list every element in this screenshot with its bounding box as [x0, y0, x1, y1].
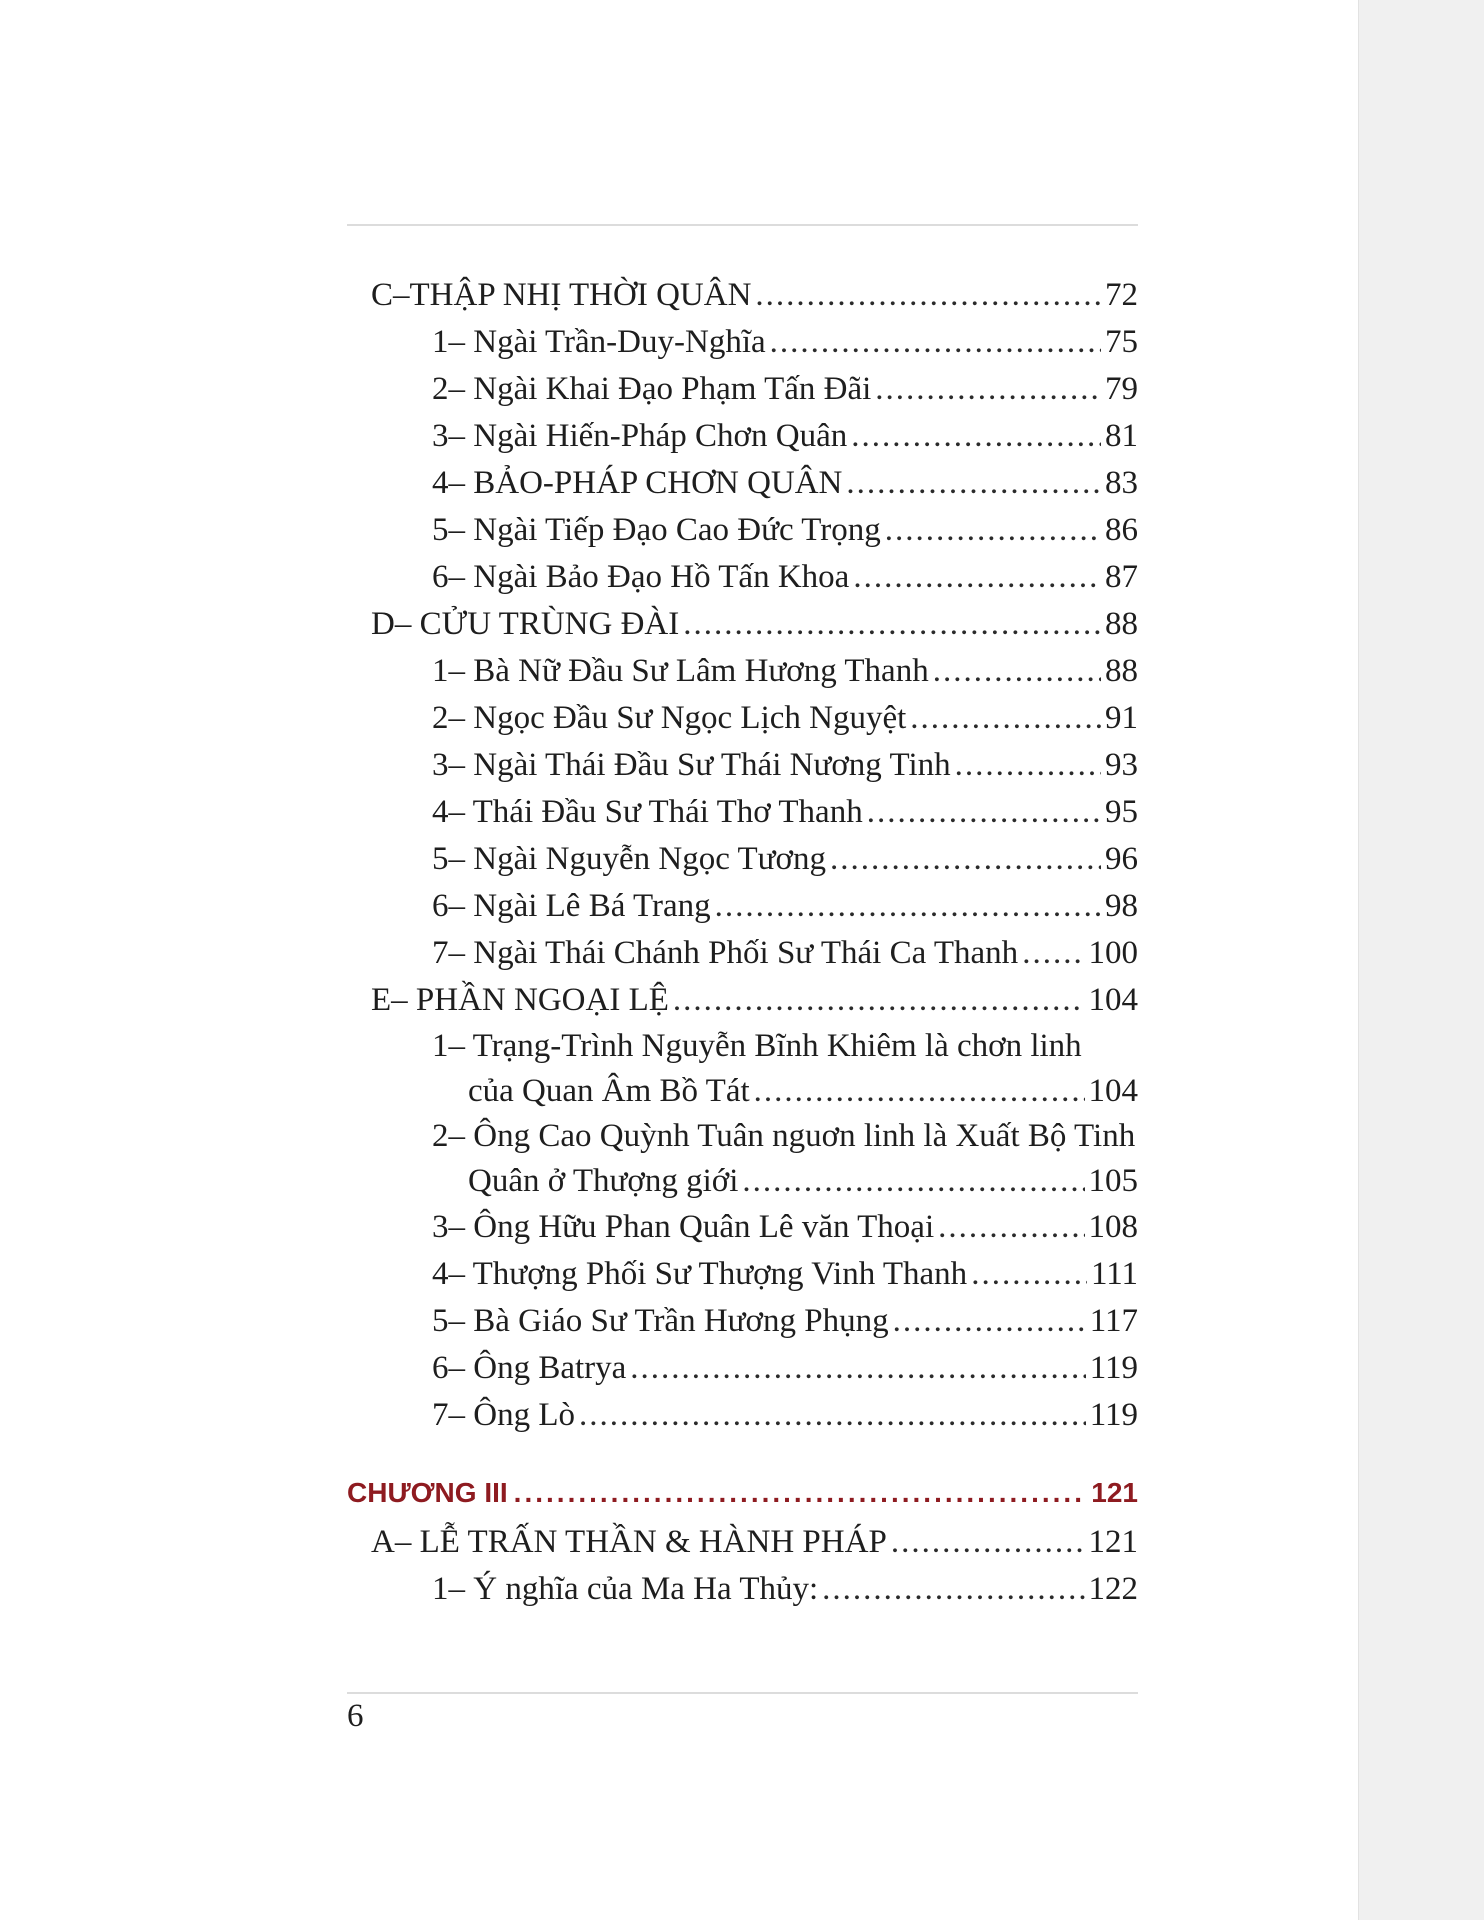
toc-item[interactable] — [347, 460, 1138, 507]
toc-item[interactable] — [347, 695, 1138, 742]
toc-item[interactable] — [347, 930, 1138, 977]
toc-item[interactable] — [347, 413, 1138, 460]
toc-page: 108 — [1088, 1209, 1138, 1245]
toc-title: 2– Ngọc Đầu Sư Ngọc Lịch Nguyệt — [432, 700, 907, 736]
toc-title: 6– Ông Batrya — [432, 1350, 627, 1386]
toc-section-d[interactable] — [347, 601, 1138, 648]
dot-leader — [971, 1251, 1087, 1298]
toc-page: 88 — [1105, 653, 1138, 689]
chapter-page: 121 — [1091, 1477, 1138, 1508]
toc-title: 7– Ngài Thái Chánh Phối Sư Thái Ca Thanh — [432, 935, 1019, 971]
toc-page: 105 — [1088, 1163, 1138, 1199]
page-number: 6 — [347, 1698, 364, 1734]
toc-item[interactable] — [347, 1024, 1138, 1114]
dot-leader — [715, 883, 1101, 930]
toc-page: 79 — [1105, 371, 1138, 407]
toc-title: 4– Thái Đầu Sư Thái Thơ Thanh — [432, 794, 863, 830]
dot-leader — [822, 1566, 1084, 1613]
toc-title: 5– Ngài Nguyễn Ngọc Tương — [432, 841, 827, 877]
dot-leader — [851, 413, 1101, 460]
dot-leader — [673, 977, 1085, 1024]
toc-item[interactable] — [347, 1298, 1138, 1345]
toc-title-line2: của Quan Âm Bồ Tát — [468, 1073, 750, 1109]
toc-title: 1– Bà Nữ Đầu Sư Lâm Hương Thanh — [432, 653, 929, 689]
chapter-title: CHƯƠNG III — [347, 1477, 508, 1508]
toc-item[interactable] — [347, 1204, 1138, 1251]
toc-item[interactable] — [347, 883, 1138, 930]
toc-item[interactable] — [347, 789, 1138, 836]
dot-leader — [938, 1204, 1084, 1251]
toc-title: A– LỄ TRẤN THẦN & HÀNH PHÁP — [371, 1524, 887, 1560]
toc-page: 87 — [1105, 559, 1138, 595]
toc-page: 75 — [1105, 324, 1138, 360]
dot-leader — [683, 601, 1101, 648]
toc-page: 119 — [1089, 1350, 1138, 1386]
toc-title: C–THẬP NHỊ THỜI QUÂN — [371, 277, 752, 313]
dot-leader — [742, 1159, 1084, 1204]
toc-page: 104 — [1088, 982, 1138, 1018]
toc-item[interactable] — [347, 319, 1138, 366]
toc-section-e[interactable] — [347, 977, 1138, 1024]
dot-leader — [846, 460, 1101, 507]
toc-section-a[interactable] — [347, 1519, 1138, 1566]
toc-page: 121 — [1088, 1524, 1138, 1560]
toc-title: 3– Ông Hữu Phan Quân Lê văn Thoại — [432, 1209, 935, 1245]
toc-title: 4– BẢO-PHÁP CHƠN QUÂN — [432, 465, 843, 501]
toc-page: 81 — [1105, 418, 1138, 454]
toc-page: 98 — [1105, 888, 1138, 924]
toc-item[interactable] — [347, 648, 1138, 695]
dot-leader — [875, 366, 1101, 413]
toc-title: 4– Thượng Phối Sư Thượng Vinh Thanh — [432, 1256, 968, 1292]
toc-title: 5– Ngài Tiếp Đạo Cao Đức Trọng — [432, 512, 881, 548]
toc-title: E– PHẦN NGOẠI LỆ — [371, 982, 669, 1018]
toc-title: 3– Ngài Hiến-Pháp Chơn Quân — [432, 418, 848, 454]
dot-leader — [891, 1519, 1085, 1566]
dot-leader — [910, 695, 1101, 742]
toc-page: 86 — [1105, 512, 1138, 548]
toc-item[interactable] — [347, 1114, 1138, 1204]
toc-page: 95 — [1105, 794, 1138, 830]
toc-title: 3– Ngài Thái Đầu Sư Thái Nương Tinh — [432, 747, 951, 783]
toc-section-c[interactable] — [347, 272, 1138, 319]
toc-item[interactable] — [347, 554, 1138, 601]
toc-page: 93 — [1105, 747, 1138, 783]
toc-item[interactable] — [347, 1251, 1138, 1298]
toc-item[interactable] — [347, 836, 1138, 883]
toc-item[interactable] — [347, 1392, 1138, 1439]
toc-item[interactable] — [347, 742, 1138, 789]
toc-title-line2: Quân ở Thượng giới — [468, 1163, 739, 1199]
toc-title: 7– Ông Lò — [432, 1397, 575, 1433]
dot-leader — [885, 507, 1101, 554]
dot-leader — [514, 1467, 1086, 1519]
dot-leader — [755, 272, 1101, 319]
dot-leader — [830, 836, 1101, 883]
toc-item[interactable] — [347, 507, 1138, 554]
toc-title-line1: 1– Trạng-Trình Nguyễn Bĩnh Khiêm là chơn linh — [432, 1028, 1082, 1064]
toc-chapter-heading[interactable] — [347, 1467, 1138, 1519]
toc-title: 1– Ý nghĩa của Ma Ha Thủy: — [432, 1571, 819, 1607]
toc-page: 88 — [1105, 606, 1138, 642]
dot-leader — [955, 742, 1101, 789]
toc-item[interactable] — [347, 1566, 1138, 1613]
toc-page: 122 — [1088, 1571, 1138, 1607]
header-rule — [347, 224, 1138, 226]
dot-leader — [867, 789, 1101, 836]
dot-leader — [754, 1069, 1085, 1114]
toc-title-line1: 2– Ông Cao Quỳnh Tuân nguơn linh là Xuất Bộ Tinh — [432, 1118, 1136, 1154]
toc-title: 2– Ngài Khai Đạo Phạm Tấn Đãi — [432, 371, 872, 407]
dot-leader — [853, 554, 1101, 601]
toc-page: 83 — [1105, 465, 1138, 501]
toc-page: 96 — [1105, 841, 1138, 877]
toc-title: D– CỬU TRÙNG ĐÀI — [371, 606, 680, 642]
toc-title: 5– Bà Giáo Sư Trần Hương Phụng — [432, 1303, 889, 1339]
toc-title: 6– Ngài Lê Bá Trang — [432, 888, 711, 924]
toc-page: 104 — [1088, 1073, 1138, 1109]
table-of-contents — [347, 272, 1138, 1613]
footer-rule — [347, 1692, 1138, 1694]
toc-title: 6– Ngài Bảo Đạo Hồ Tấn Khoa — [432, 559, 850, 595]
toc-page: 91 — [1105, 700, 1138, 736]
toc-page: 72 — [1105, 277, 1138, 313]
toc-title: 1– Ngài Trần-Duy-Nghĩa — [432, 324, 766, 360]
toc-page: 111 — [1090, 1256, 1138, 1292]
dot-leader — [1022, 930, 1084, 977]
toc-page: 119 — [1089, 1397, 1138, 1433]
toc-item[interactable] — [347, 1345, 1138, 1392]
dot-leader — [579, 1392, 1086, 1439]
dot-leader — [933, 648, 1101, 695]
dot-leader — [893, 1298, 1086, 1345]
toc-page: 117 — [1089, 1303, 1138, 1339]
dot-leader — [630, 1345, 1085, 1392]
dot-leader — [770, 319, 1101, 366]
toc-page: 100 — [1088, 935, 1138, 971]
toc-item[interactable] — [347, 366, 1138, 413]
